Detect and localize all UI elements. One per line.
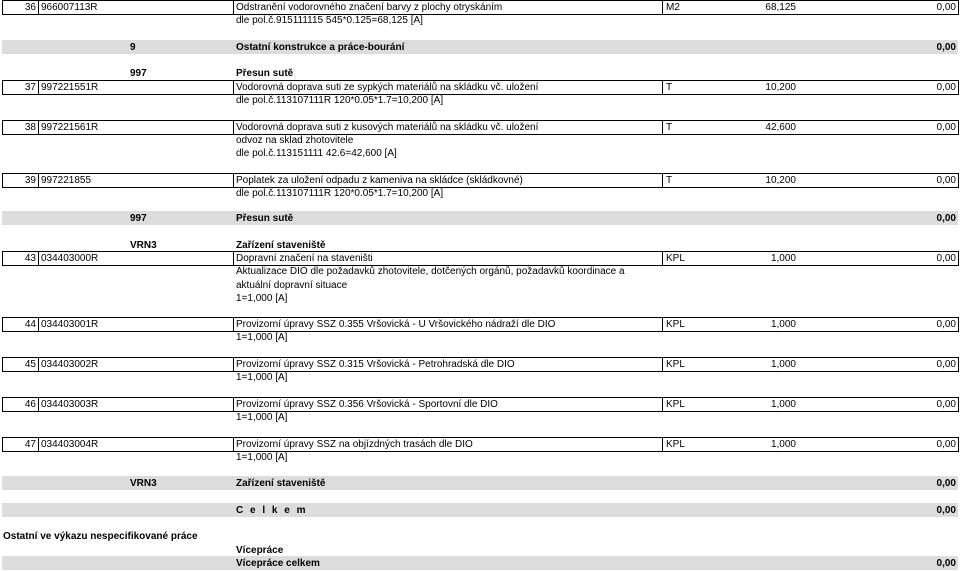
item-note: 1=1,000 [A]	[236, 372, 288, 383]
item-note: dle pol.č.113107111R 120*0.05*1.7=10,200 [A]	[236, 188, 444, 199]
item-quantity: 1,000	[770, 253, 796, 264]
row-number: 37	[24, 82, 36, 93]
item-description: Provizorní úpravy SSZ 0.315 Vršovická - Petrohradská dle DIO	[236, 359, 515, 370]
item-unit: M2	[666, 2, 680, 13]
extra-total-band	[2, 556, 958, 570]
section-title: Přesun sutě	[236, 213, 294, 224]
item-quantity: 1,000	[770, 319, 796, 330]
item-unit: T	[666, 122, 673, 133]
item-code: 034403000R	[41, 253, 99, 264]
section-title: Zařízení staveniště	[236, 240, 326, 251]
section-code: 997	[130, 213, 147, 224]
item-quantity: 10,200	[765, 82, 796, 93]
section-total: 0,00	[936, 478, 956, 489]
row-number: 39	[24, 175, 36, 186]
item-price: 0,00	[936, 122, 956, 133]
item-quantity: 68,125	[765, 2, 796, 13]
item-price: 0,00	[936, 359, 956, 370]
section-band	[2, 40, 958, 54]
row-number: 38	[24, 122, 36, 133]
section-title: Přesun sutě	[236, 68, 294, 79]
footer-heading: Ostatní ve výkazu nespecifikované práce	[3, 531, 198, 542]
item-quantity: 10,200	[765, 175, 796, 186]
row-number: 43	[24, 253, 36, 264]
item-quantity: 42,600	[765, 122, 796, 133]
item-price: 0,00	[936, 399, 956, 410]
section-code: 9	[130, 42, 136, 53]
item-description: Provizorní úpravy SSZ 0.355 Vršovická - U Vršovického nádraží dle DIO	[236, 319, 556, 330]
item-unit: KPL	[666, 399, 685, 410]
item-price: 0,00	[936, 253, 956, 264]
item-note: dle pol.č.113151111 42.6=42,600 [A]	[236, 148, 397, 159]
item-unit: KPL	[666, 253, 685, 264]
item-price: 0,00	[936, 319, 956, 330]
item-note: 1=1,000 [A]	[236, 293, 288, 304]
item-unit: T	[666, 175, 673, 186]
extra-work-total-label: Vícepráce celkem	[236, 558, 320, 569]
item-unit: KPL	[666, 319, 685, 330]
item-description: Dopravní značení na staveništi	[236, 253, 373, 264]
item-code: 997221561R	[41, 122, 99, 133]
item-note: 1=1,000 [A]	[236, 452, 288, 463]
item-price: 0,00	[936, 175, 956, 186]
item-note: dle pol.č.113107111R 120*0.05*1.7=10,200 [A]	[236, 95, 444, 106]
row-number: 47	[24, 439, 36, 450]
item-note: odvoz na sklad zhotovitele	[236, 135, 354, 146]
section-title: Zařízení staveniště	[236, 478, 326, 489]
section-total: 0,00	[936, 213, 956, 224]
item-code: 966007113R	[41, 2, 98, 13]
item-note: dle pol.č.915111115 545*0.125=68,125 [A]	[236, 15, 423, 26]
item-quantity: 1,000	[770, 359, 796, 370]
item-description: Vodorovná doprava suti ze sypkých materiálů na skládku vč. uložení	[236, 82, 539, 93]
summary-band	[2, 503, 958, 517]
grand-total-label: C e l k e m	[236, 505, 308, 516]
item-quantity: 1,000	[770, 439, 796, 450]
item-unit: KPL	[666, 359, 685, 370]
section-code: VRN3	[130, 478, 157, 489]
item-code: 034403001R	[41, 319, 99, 330]
item-note: aktuální dopravní situace	[236, 280, 348, 291]
section-code: VRN3	[130, 240, 157, 251]
item-unit: KPL	[666, 439, 685, 450]
section-total: 0,00	[936, 42, 956, 53]
item-unit: T	[666, 82, 673, 93]
item-description: Vodorovná doprava suti z kusových materiálů na skládku vč. uložení	[236, 122, 539, 133]
extra-work-total-value: 0,00	[936, 558, 956, 569]
item-price: 0,00	[936, 2, 956, 13]
item-code: 997221855	[41, 175, 92, 186]
row-number: 45	[24, 359, 36, 370]
row-number: 46	[24, 399, 36, 410]
grand-total-value: 0,00	[936, 505, 956, 516]
item-note: 1=1,000 [A]	[236, 412, 288, 423]
item-price: 0,00	[936, 439, 956, 450]
section-title: Ostatní konstrukce a práce-bourání	[236, 42, 405, 53]
item-price: 0,00	[936, 82, 956, 93]
section-code: 997	[130, 68, 147, 79]
item-code: 034403003R	[41, 399, 99, 410]
item-description: Odstranění vodorovného značení barvy z plochy otryskáním	[236, 2, 503, 13]
item-note: Aktualizace DIO dle požadavků zhotovitele, dotčených orgánů, požadavků koordinace a	[236, 266, 625, 277]
extra-work-label: Vícepráce	[236, 545, 284, 556]
item-code: 997221551R	[41, 82, 99, 93]
row-number: 44	[24, 319, 36, 330]
row-number: 36	[24, 2, 36, 13]
item-code: 034403002R	[41, 359, 99, 370]
item-description: Poplatek za uložení odpadu z kameniva na skládce (skládkovné)	[236, 175, 523, 186]
item-quantity: 1,000	[770, 399, 796, 410]
item-description: Provizorní úpravy SSZ na objízdných trasách dle DIO	[236, 439, 473, 450]
item-code: 034403004R	[41, 439, 99, 450]
item-description: Provizorní úpravy SSZ 0.356 Vršovická - Sportovní dle DIO	[236, 399, 498, 410]
item-note: 1=1,000 [A]	[236, 332, 288, 343]
